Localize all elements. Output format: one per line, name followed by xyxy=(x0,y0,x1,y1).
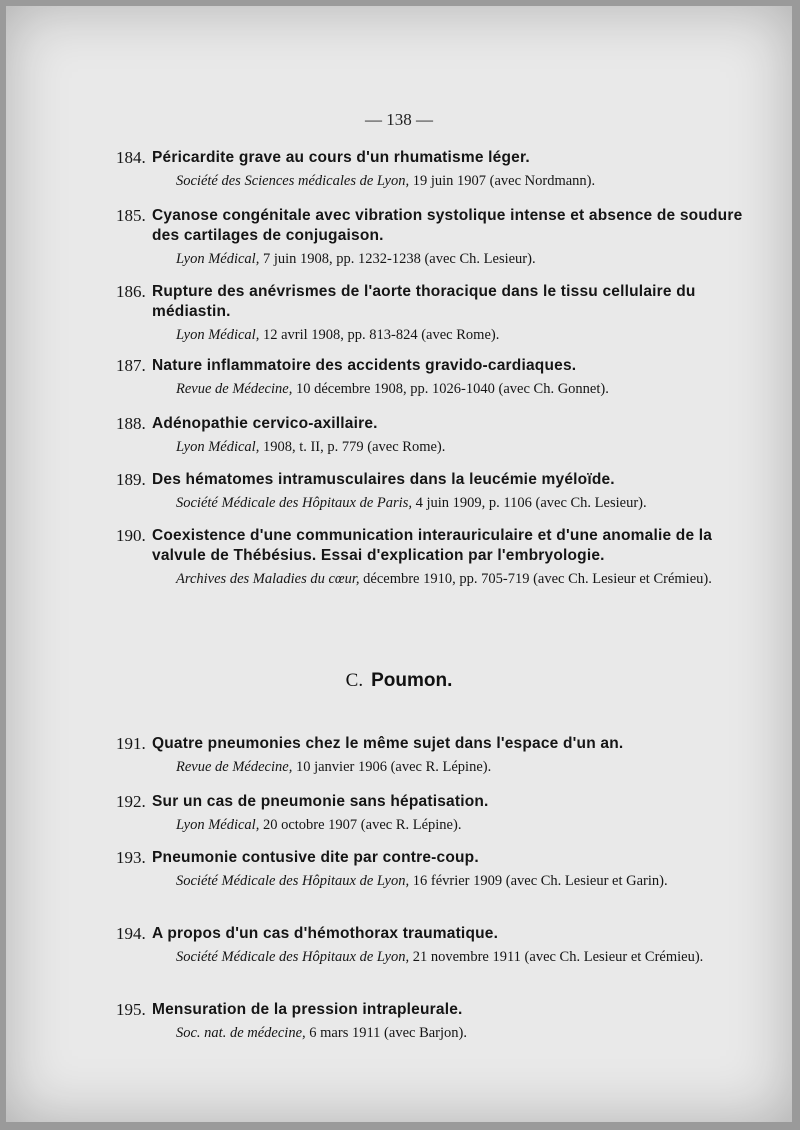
entry-reference xyxy=(176,494,756,513)
entry-title: Quatre pneumonies chez le même sujet dans l'espace d'un an. xyxy=(152,735,624,752)
entry-title: Mensuration de la pression intrapleurale. xyxy=(152,1001,463,1018)
journal-name: Lyon Médical, xyxy=(176,251,260,267)
entry-reference xyxy=(176,250,756,269)
reference-details: 12 avril 1908, pp. 813-824 (avec Rome). xyxy=(259,327,500,343)
entry-number: 191. xyxy=(116,734,146,753)
entry-title: Sur un cas de pneumonie sans hépatisation. xyxy=(152,793,489,810)
entry-number: 194. xyxy=(116,924,146,943)
reference-details: 1908, t. II, p. 779 (avec Rome). xyxy=(259,439,446,455)
section-title: Poumon. xyxy=(371,670,453,691)
entry-title: Pneumonie contusive dite par contre-coup. xyxy=(152,849,479,866)
entry-title: Rupture des anévrismes de l'aorte thoracique dans le tissu cellulaire du médiastin. xyxy=(152,283,696,320)
entry-reference xyxy=(176,758,756,777)
entry-184 xyxy=(116,148,756,191)
entry-195 xyxy=(116,1000,756,1043)
entry-number: 192. xyxy=(116,792,146,811)
section-label: C. xyxy=(345,670,364,691)
journal-name: Société Médicale des Hôpitaux de Lyon, xyxy=(176,949,410,965)
entry-reference xyxy=(176,570,756,589)
journal-name: Lyon Médical, xyxy=(176,439,260,455)
reference-details: 21 novembre 1911 (avec Ch. Lesieur et Crémieu). xyxy=(409,949,704,965)
journal-name: Lyon Médical, xyxy=(176,817,260,833)
entry-185 xyxy=(116,206,756,269)
entry-188 xyxy=(116,414,756,457)
journal-name: Soc. nat. de médecine, xyxy=(176,1025,306,1041)
entry-number: 193. xyxy=(116,848,146,867)
document-page xyxy=(6,6,792,1122)
section-heading xyxy=(6,670,792,692)
entry-reference xyxy=(176,380,756,399)
entry-reference xyxy=(176,948,756,967)
entry-number: 188. xyxy=(116,414,146,433)
entry-number: 184. xyxy=(116,148,146,167)
entry-title: A propos d'un cas d'hémothorax traumatique. xyxy=(152,925,499,942)
entry-title: Péricardite grave au cours d'un rhumatisme léger. xyxy=(152,149,530,166)
entry-title: Des hématomes intramusculaires dans la leucémie myéloïde. xyxy=(152,471,615,488)
entry-reference xyxy=(176,872,756,891)
entry-title: Adénopathie cervico-axillaire. xyxy=(152,415,378,432)
entry-194 xyxy=(116,924,756,967)
entry-number: 185. xyxy=(116,206,146,225)
entry-number: 187. xyxy=(116,356,146,375)
entry-187 xyxy=(116,356,756,399)
reference-details: 20 octobre 1907 (avec R. Lépine). xyxy=(259,817,462,833)
journal-name: Société Médicale des Hôpitaux de Lyon, xyxy=(176,873,410,889)
reference-details: 10 janvier 1906 (avec R. Lépine). xyxy=(292,759,492,775)
journal-name: Société Médicale des Hôpitaux de Paris, xyxy=(176,495,412,511)
journal-name: Revue de Médecine, xyxy=(176,381,293,397)
reference-details: 6 mars 1911 (avec Barjon). xyxy=(305,1025,467,1041)
page-number: — 138 — xyxy=(365,110,433,129)
entry-186 xyxy=(116,282,756,345)
entry-189 xyxy=(116,470,756,513)
entry-193 xyxy=(116,848,756,891)
journal-name: Revue de Médecine, xyxy=(176,759,293,775)
entry-reference xyxy=(176,326,756,345)
entry-number: 195. xyxy=(116,1000,146,1019)
entry-reference xyxy=(176,1024,756,1043)
entry-number: 190. xyxy=(116,526,146,545)
journal-name: Lyon Médical, xyxy=(176,327,260,343)
entry-reference xyxy=(176,438,756,457)
reference-details: 7 juin 1908, pp. 1232-1238 (avec Ch. Lesieur). xyxy=(259,251,536,267)
entry-number: 186. xyxy=(116,282,146,301)
reference-details: 19 juin 1907 (avec Nordmann). xyxy=(409,173,596,189)
reference-details: 16 février 1909 (avec Ch. Lesieur et Garin). xyxy=(409,873,668,889)
entry-190 xyxy=(116,526,756,589)
entry-191 xyxy=(116,734,756,777)
journal-name: Archives des Maladies du cœur, xyxy=(176,571,360,587)
reference-details: 4 juin 1909, p. 1106 (avec Ch. Lesieur). xyxy=(411,495,647,511)
entry-192 xyxy=(116,792,756,835)
reference-details: décembre 1910, pp. 705-719 (avec Ch. Lesieur et Crémieu). xyxy=(359,571,712,587)
entry-reference xyxy=(176,172,756,191)
entry-reference xyxy=(176,816,756,835)
reference-details: 10 décembre 1908, pp. 1026-1040 (avec Ch. Gonnet). xyxy=(292,381,609,397)
entry-title: Coexistence d'une communication interauriculaire et d'une anomalie de la valvule de Thébésius. Essai d'explication par l'embryologie. xyxy=(152,527,713,564)
entry-number: 189. xyxy=(116,470,146,489)
entry-title: Cyanose congénitale avec vibration systolique intense et absence de soudure des cartilages de conjugaison. xyxy=(152,207,743,244)
entry-title: Nature inflammatoire des accidents gravido-cardiaques. xyxy=(152,357,577,374)
journal-name: Société des Sciences médicales de Lyon, xyxy=(176,173,410,189)
